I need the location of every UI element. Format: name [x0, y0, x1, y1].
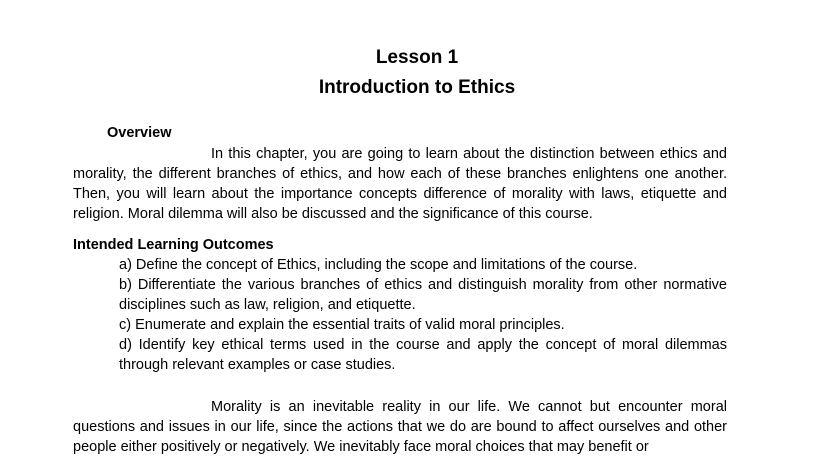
learning-outcomes-heading: Intended Learning Outcomes: [73, 237, 274, 253]
learning-outcomes-list: [119, 255, 727, 375]
overview-heading: Overview: [107, 125, 172, 141]
learning-outcome-item: a) Define the concept of Ethics, including the scope and limitations of the course.: [119, 257, 638, 273]
lesson-title: Introduction to Ethics: [318, 77, 516, 98]
learning-outcome-item: b) Differentiate the various branches of ethics and distinguish morality from other normative disciplines such as law, religion, and etiquette.: [119, 277, 727, 313]
learning-outcome-item: d) Identify key ethical terms used in the course and apply the concept of moral dilemmas through relevant examples or case studies.: [119, 337, 727, 373]
learning-outcome-item: c) Enumerate and explain the essential traits of valid moral principles.: [119, 317, 565, 333]
morality-paragraph: Morality is an inevitable reality in our life. We cannot but encounter moral questions and issues in our life, since the actions that we do are bound to affect ourselves and other people either positively or negatively. We inevitably face moral choices that may benefit or: [73, 399, 727, 455]
lesson-number-title: Lesson 1: [375, 47, 459, 68]
overview-paragraph: In this chapter, you are going to learn about the distinction between ethics and morality, the different branches of ethics, and how each of these branches enlightens one another. Then, you will learn about the importance concepts difference of morality with laws, etiquette and religion. Moral dilemma will also be discussed and the significance of this course.: [73, 146, 727, 222]
